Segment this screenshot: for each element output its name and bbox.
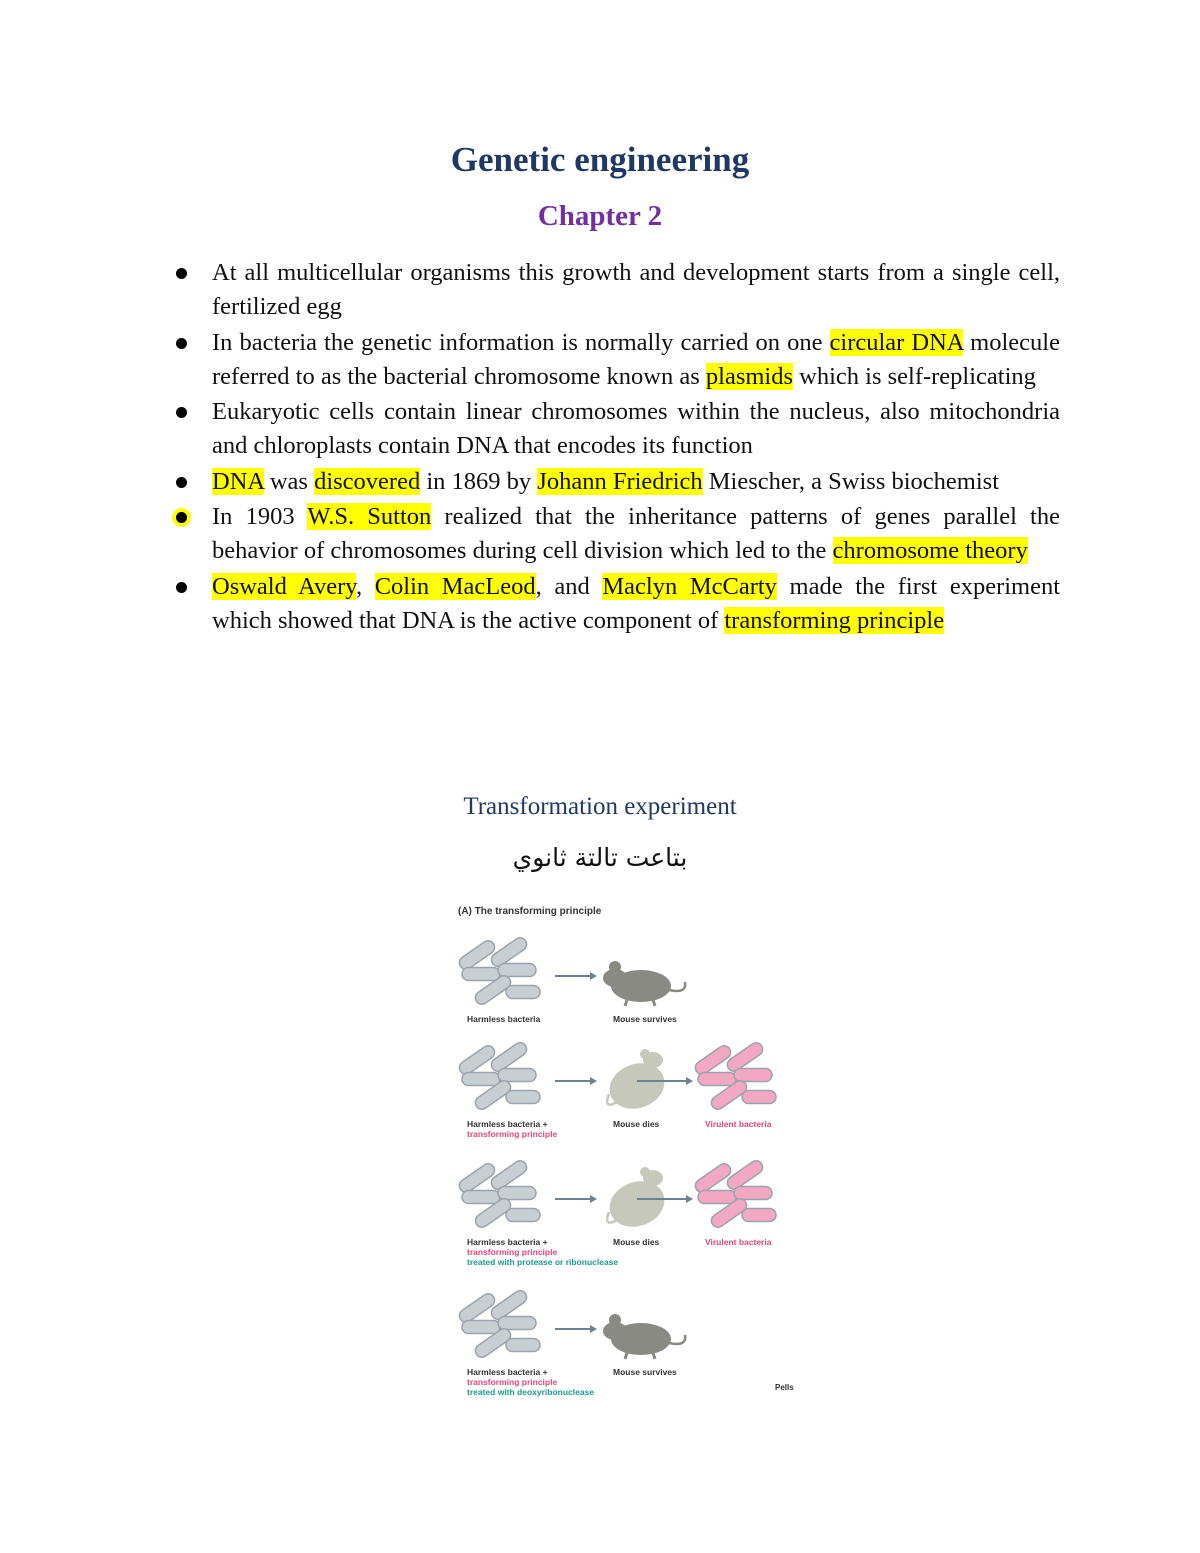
mouse-ear	[609, 961, 621, 973]
bacterium-rod	[698, 1191, 736, 1204]
bullet-item	[170, 570, 1060, 639]
bullet-text: At all multicellular organisms this growth and development starts from a single cell, fertilized egg	[212, 259, 1060, 321]
bullet-text: made the first experiment which showed that DNA is the active component of	[212, 572, 1061, 634]
bacterium-rod	[734, 1187, 772, 1200]
arrow-to-mouse-icon	[555, 1077, 597, 1085]
bullet-dot-icon	[176, 477, 187, 488]
figure-row-label: transforming principle	[467, 1129, 558, 1139]
arrow-head-icon	[590, 972, 597, 980]
bullet-text: In 1903	[212, 503, 308, 531]
mouse-ear	[640, 1049, 650, 1059]
highlighted-text: discovered	[314, 467, 421, 495]
harmless-bacteria-icon	[457, 1158, 540, 1230]
chapter-heading: Chapter 2	[537, 200, 663, 232]
bullet-dot-icon	[176, 582, 187, 593]
mouse-outcome-label: Mouse survives	[613, 1367, 677, 1377]
bullet-text: Miescher, a Swiss biochemist	[702, 467, 1000, 495]
bacterium-rod	[742, 1209, 776, 1222]
bullet-item	[170, 256, 1060, 325]
highlighted-text: Johann Friedrich	[537, 467, 703, 495]
figure-row-label: treated with protease or ribonuclease	[467, 1257, 619, 1267]
figure-row-label: Harmless bacteria	[467, 1014, 541, 1024]
highlighted-text: plasmids	[705, 362, 794, 390]
bullet-text: molecule referred to as the bacterial chromosome known as	[212, 328, 1060, 390]
bullet-text: Eukaryotic cells contain linear chromosomes within the nucleus, also mitochondria and chloroplasts contain DNA that encodes its function	[212, 398, 1060, 460]
mouse-ear	[609, 1314, 621, 1326]
bacterium-rod	[734, 1069, 772, 1082]
bacterium-rod	[462, 968, 500, 981]
bacterium-rod	[498, 1069, 536, 1082]
bullet-dot-icon	[176, 338, 187, 349]
bacterium-rod	[742, 1091, 776, 1104]
highlighted-text: Maclyn McCarty	[602, 572, 777, 600]
bullet-text: realized that the inheritance patterns of genes parallel the behavior of chromosomes during cell division which led to the	[212, 503, 1060, 565]
virulent-bacteria-icon	[693, 1158, 776, 1230]
figure-row-label: transforming principle	[467, 1377, 558, 1387]
bullet-text: , and	[535, 572, 603, 600]
figure-credit: Pells	[775, 1383, 794, 1392]
harmless-bacteria-icon	[457, 1288, 540, 1360]
figure-graphic	[455, 900, 800, 1400]
mouse-outcome-label: Mouse dies	[613, 1119, 660, 1129]
bullet-item	[170, 395, 1060, 464]
bacterium-rod	[506, 1209, 540, 1222]
highlighted-text: circular DNA	[829, 328, 964, 356]
arrow-to-mouse-icon	[555, 1195, 597, 1203]
mouse-alive-icon	[603, 961, 685, 1006]
highlighted-text: DNA	[212, 467, 264, 495]
figure-row-label: Harmless bacteria +	[467, 1119, 548, 1129]
mouse-tail	[669, 982, 685, 991]
figure-row-label: transforming principle	[467, 1247, 558, 1257]
arrow-head-icon	[590, 1077, 597, 1085]
arrow-head-icon	[686, 1195, 693, 1203]
figure-title: (A) The transforming principle	[458, 906, 602, 917]
mouse-leg	[625, 1353, 627, 1359]
bullet-dot-icon	[176, 268, 187, 279]
mouse-leg	[653, 1000, 655, 1006]
transforming-principle-figure	[455, 900, 800, 1400]
bacterium-rod	[498, 1187, 536, 1200]
bullet-dot-icon	[176, 407, 187, 418]
highlighted-text: chromosome theory	[832, 537, 1028, 565]
figure-row-label: treated with deoxyribonuclease	[467, 1387, 595, 1397]
bullet-text: ,	[355, 572, 375, 600]
bacterium-rod	[498, 1317, 536, 1330]
section-heading: Transformation experiment	[463, 793, 737, 820]
figure-row-label: Harmless bacteria +	[467, 1367, 548, 1377]
highlighted-text: transforming principle	[724, 606, 945, 634]
page-title: Genetic engineering	[450, 140, 750, 179]
bacterium-rod	[506, 986, 540, 999]
harmless-bacteria-icon	[457, 1040, 540, 1112]
virulent-bacteria-icon	[693, 1040, 776, 1112]
bullet-text: was	[263, 467, 315, 495]
mouse-outcome-label: Mouse survives	[613, 1014, 677, 1024]
bacterium-rod	[506, 1091, 540, 1104]
bullet-item	[170, 326, 1060, 395]
mouse-tail	[669, 1335, 685, 1344]
virulent-bacteria-label: Virulent bacteria	[705, 1119, 772, 1129]
bullet-text: which is self-replicating	[793, 362, 1036, 390]
bullet-item	[170, 465, 1060, 499]
highlighted-text: Colin MacLeod	[374, 572, 536, 600]
highlighted-text: W.S. Sutton	[307, 503, 432, 531]
bacterium-rod	[506, 1339, 540, 1352]
bacterium-rod	[462, 1321, 500, 1334]
bullet-list	[170, 256, 1060, 639]
mouse-leg	[653, 1353, 655, 1359]
bacterium-rod	[462, 1073, 500, 1086]
bullet-text: In bacteria the genetic information is normally carried on one	[212, 328, 830, 356]
arrow-head-icon	[686, 1077, 693, 1085]
bacterium-rod	[462, 1191, 500, 1204]
arrow-head-icon	[590, 1195, 597, 1203]
highlighted-text: Oswald Avery	[212, 572, 356, 600]
bacterium-rod	[498, 964, 536, 977]
mouse-dead-icon	[603, 1049, 671, 1116]
arrow-to-mouse-icon	[555, 972, 597, 980]
mouse-dead-icon	[603, 1167, 671, 1234]
bullet-dot-icon	[176, 512, 187, 523]
bullet-item	[170, 500, 1060, 569]
arabic-note: بتاعت تالتة ثانوي	[512, 843, 688, 872]
figure-row-label: Harmless bacteria +	[467, 1237, 548, 1247]
arrow-to-mouse-icon	[555, 1325, 597, 1333]
bullet-text: in 1869 by	[420, 467, 538, 495]
mouse-outcome-label: Mouse dies	[613, 1237, 660, 1247]
arrow-head-icon	[590, 1325, 597, 1333]
mouse-ear	[640, 1167, 650, 1177]
mouse-alive-icon	[603, 1314, 685, 1359]
bacterium-rod	[698, 1073, 736, 1086]
virulent-bacteria-label: Virulent bacteria	[705, 1237, 772, 1247]
mouse-leg	[625, 1000, 627, 1006]
harmless-bacteria-icon	[457, 935, 540, 1007]
